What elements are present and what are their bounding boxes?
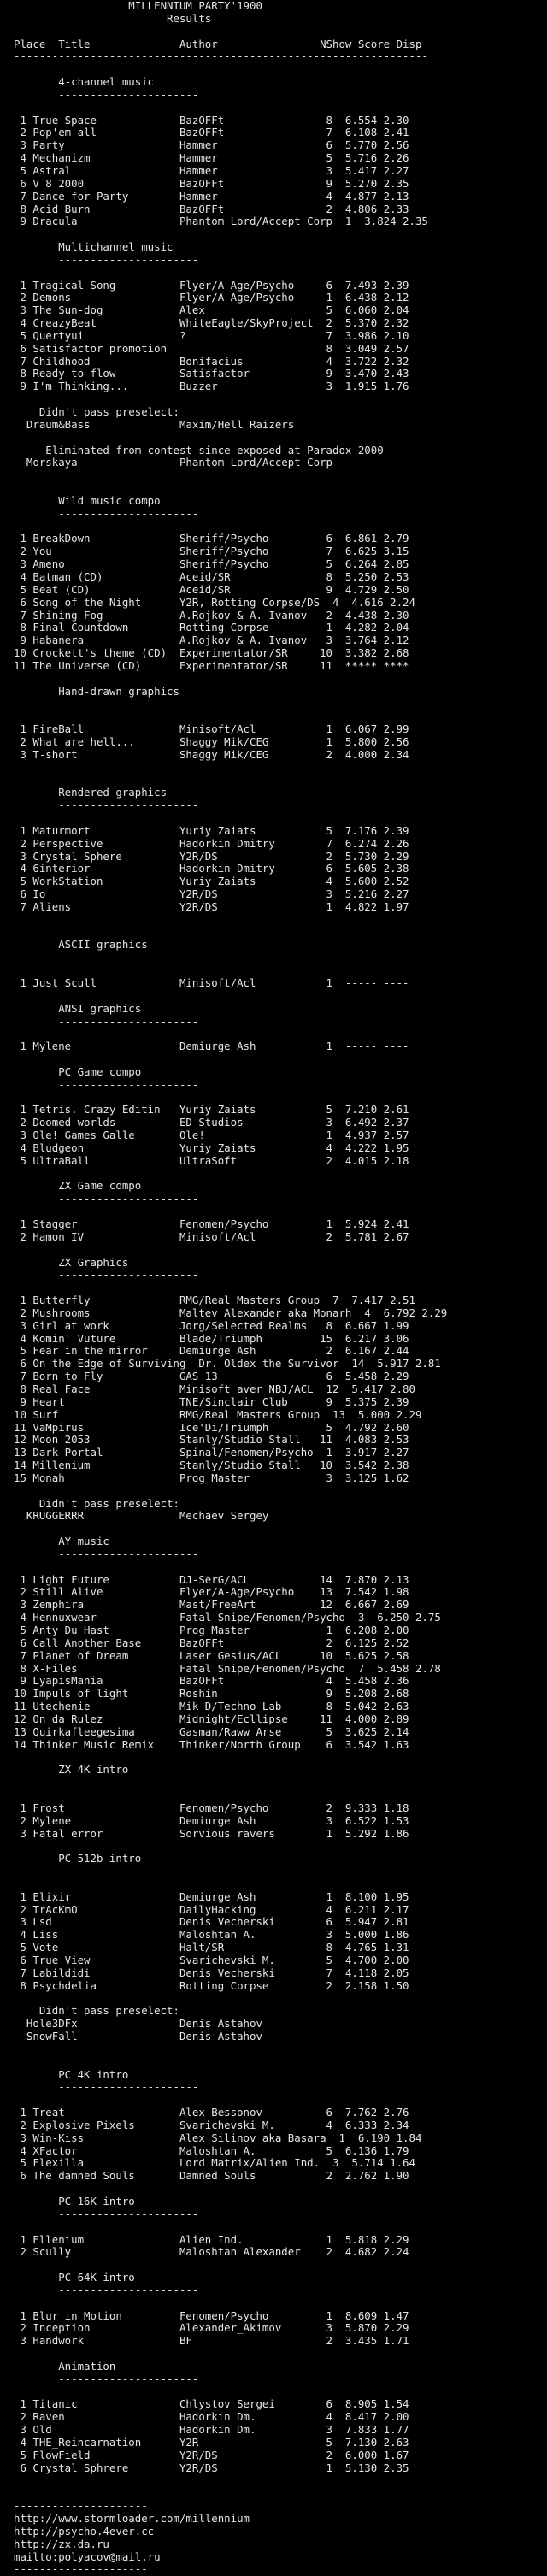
text-line: 1 BreakDown Sheriff/Psycho 6 6.861 2.79 <box>14 532 409 545</box>
text-line: 4 Liss Maloshtan A. 3 5.000 1.86 <box>14 1928 409 1942</box>
text-line: ---------------------- <box>14 1014 199 1028</box>
text-line: 3 Handwork BF 2 3.435 1.71 <box>14 2334 409 2348</box>
text-line: 4 THE_Reincarnation Y2R 5 7.130 2.63 <box>14 2436 409 2449</box>
text-line: 6 Call Another Base BazOFFt 2 6.125 2.52 <box>14 1636 409 1649</box>
text-line: 3 Zemphira Mast/FreeArt 12 6.667 2.69 <box>14 1598 409 1612</box>
text-line: ---------------------- <box>14 252 199 266</box>
text-line: Wild music compo <box>14 493 161 507</box>
text-line: PC 512b intro <box>14 1852 142 1866</box>
text-line: PC 64K intro <box>14 2271 135 2284</box>
text-line: 14 Millenium Stanly/Studio Stall 10 3.542 2.38 <box>14 1459 409 1472</box>
text-line: ZX Game compo <box>14 1179 142 1193</box>
text-line: 9 Dracula Phantom Lord/Accept Corp 1 3.824 2.35 <box>14 215 428 228</box>
text-line: ZX Graphics <box>14 1255 129 1269</box>
text-line: 2 Inception Alexander_Akimov 3 5.870 2.29 <box>14 2321 409 2335</box>
text-line: 5 Astral Hammer 3 5.417 2.27 <box>14 163 409 177</box>
text-line: Animation <box>14 2359 116 2373</box>
text-line: 1 Tetris. Crazy Editin Yuriy Zaiats 5 7.210 2.61 <box>14 1103 409 1117</box>
text-line: ---------------------- <box>14 2080 199 2094</box>
text-line: 12 Moon 2053 Stanly/Studio Stall 11 4.083 2.53 <box>14 1433 409 1447</box>
text-line: 9 Heart TNE/Sinclair Club 9 5.375 2.39 <box>14 1394 409 1408</box>
text-line: ---------------------- <box>14 951 199 964</box>
text-line: 2 Mushrooms Maltev Alexander aka Monarh 4 6.792 2.29 <box>14 1306 448 1319</box>
text-line: ---------------------- <box>14 799 199 812</box>
text-line: 2 Doomed worlds ED Studios 3 6.492 2.37 <box>14 1116 409 1129</box>
text-line: 6 Crystal Sphrere Y2R/DS 1 5.130 2.35 <box>14 2461 409 2474</box>
text-line: 4 Mechanizm Hammer 5 5.716 2.26 <box>14 151 409 165</box>
text-line: ---------------------- <box>14 2372 199 2385</box>
text-line: ASCII graphics <box>14 938 148 952</box>
text-line: AY music <box>14 1535 109 1548</box>
footer-link[interactable]: http://www.stormloader.com/millennium <box>14 2512 250 2526</box>
text-line: 15 Monah Prog Master 3 3.125 1.62 <box>14 1471 409 1484</box>
text-line: 7 Planet of Dream Laser Gesius/ACL 10 5.625 2.58 <box>14 1648 409 1662</box>
text-line: Morskaya Phantom Lord/Accept Corp <box>14 456 332 469</box>
text-line: 8 Acid Burn BazOFFt 2 4.806 2.33 <box>14 202 409 215</box>
text-line: Didn't pass preselect: <box>14 1496 179 1510</box>
text-line: 2 Raven Hadorkin Dm. 4 8.417 2.00 <box>14 2410 409 2424</box>
text-line: 2 Pop'em all BazOFFt 7 6.108 2.41 <box>14 126 409 139</box>
text-line: SnowFall Denis Astahov <box>14 2030 262 2043</box>
text-line: 6 True View Svarichevski M. 5 4.700 2.00 <box>14 1953 409 1966</box>
text-line: 7 Born to Fly GAS 13 6 5.458 2.29 <box>14 1370 409 1383</box>
text-line: 13 Dark Portal Spinal/Fenomen/Psycho 1 3.917 2.27 <box>14 1446 409 1459</box>
text-line: 8 Psychdelia Rotting Corpse 2 2.158 1.50 <box>14 1978 409 1992</box>
text-line: Didn't pass preselect: <box>14 2004 179 2018</box>
text-line: 5 Fear in the mirror Demiurge Ash 2 6.167 2.44 <box>14 1344 409 1358</box>
text-line: ---------------------- <box>14 1268 199 1282</box>
footer-link[interactable]: http://psycho.4ever.cc <box>14 2524 155 2538</box>
text-line: 5 WorkStation Yuriy Zaiats 4 5.600 2.52 <box>14 875 409 888</box>
text-line: 5 Anty Du Hast Prog Master 1 6.208 2.00 <box>14 1624 409 1636</box>
text-line: 1 Ellenium Alien Ind. 1 5.818 2.29 <box>14 2232 409 2246</box>
text-line: 1 Stagger Fenomen/Psycho 1 5.924 2.41 <box>14 1217 409 1230</box>
text-line: 12 On da Rulez Midnight/Ecllipse 11 4.000 2.89 <box>14 1712 409 1725</box>
text-line: --------------------- <box>14 2499 148 2513</box>
text-line: 4-channel music <box>14 75 155 89</box>
text-line: ---------------------- <box>14 697 199 710</box>
text-line: 6 On the Edge of Surviving Dr. Oldex the Survivor 14 5.917 2.81 <box>14 1357 441 1371</box>
text-line: 2 What are hell... Shaggy Mik/CEG 1 5.800 2.56 <box>14 734 409 748</box>
text-line: 3 Girl at work Jorg/Selected Realms 8 6.667 1.99 <box>14 1318 409 1332</box>
text-line: 5 Vote Halt/SR 8 4.765 1.31 <box>14 1941 409 1954</box>
text-line: KRUGGERRR Mechaev Sergey <box>14 1509 269 1523</box>
text-line: 4 Hennuxwear Fatal Snipe/Fenomen/Psycho 3 6.250 2.75 <box>14 1611 441 1624</box>
text-line: 11 Utechenie Mik_D/Techno Lab 8 5.042 2.63 <box>14 1700 409 1713</box>
text-line: 13 Quirkafleegesima Gasman/Raww Arse 5 3.625 2.14 <box>14 1724 409 1738</box>
footer-link[interactable]: mailto:polyacov@mail.ru <box>14 2549 161 2563</box>
text-line: ---------------------- <box>14 87 199 101</box>
text-line: 11 The Universe (CD) Experimentator/SR 11 ***** **** <box>14 658 409 672</box>
text-line: Hole3DFx Denis Astahov <box>14 2017 262 2031</box>
text-line: 4 Bludgeon Yuriy Zaiats 4 4.222 1.95 <box>14 1141 409 1154</box>
text-line: 3 Old Hadorkin Dm. 3 7.833 1.77 <box>14 2423 409 2437</box>
text-line: PC Game compo <box>14 1064 142 1078</box>
text-line: 3 Ole! Games Galle Ole! 1 4.937 2.57 <box>14 1129 409 1142</box>
text-line: ---------------------- <box>14 2207 199 2220</box>
text-line: ---------------------- <box>14 506 199 520</box>
text-line: Results <box>14 11 212 25</box>
text-line: 2 TrAcKmO DailyHacking 4 6.211 2.17 <box>14 1902 409 1916</box>
text-line: 6 Satisfactor promotion 8 3.049 2.57 <box>14 341 409 355</box>
text-line: ZX 4K intro <box>14 1763 129 1777</box>
text-line: 7 Shining Fog A.Rojkov & A. Ivanov 2 4.438 2.30 <box>14 608 409 622</box>
text-line: ----------------------------------------------------------------- <box>14 24 428 38</box>
text-line: --------------------- <box>14 2562 148 2576</box>
text-line: 6 Song of the Night Y2R, Rotting Corpse/DS 4 4.616 2.24 <box>14 595 415 609</box>
text-line: 4 6interior Hadorkin Dmitry 6 5.605 2.38 <box>14 862 409 875</box>
text-line: 11 VaMpirus Ice'Di/Triumph 5 4.792 2.60 <box>14 1420 409 1434</box>
text-line: ---------------------- <box>14 1547 199 1560</box>
text-line: 6 Io Y2R/DS 3 5.216 2.27 <box>14 887 409 901</box>
text-line: Hand-drawn graphics <box>14 684 179 698</box>
text-line: 1 FireBall Minisoft/Acl 1 6.067 2.99 <box>14 722 409 736</box>
text-line: 1 Just Scull Minisoft/Acl 1 ----- ---- <box>14 976 409 989</box>
text-line: 2 Mylene Demiurge Ash 3 6.522 1.53 <box>14 1813 409 1827</box>
text-line: 1 Maturmort Yuriy Zaiats 5 7.176 2.39 <box>14 823 409 837</box>
text-line: 8 X-Files Fatal Snipe/Fenomen/Psycho 7 5.458 2.78 <box>14 1661 441 1675</box>
text-line: 7 Labildidi Denis Vecherski 7 4.118 2.05 <box>14 1966 409 1979</box>
text-line: 1 Titanic Chlystov Sergei 6 8.905 1.54 <box>14 2397 409 2411</box>
text-line: 2 You Sheriff/Psycho 7 6.625 3.15 <box>14 545 409 558</box>
text-line: 1 Light Future DJ-SerG/ACL 14 7.870 2.13 <box>14 1572 409 1586</box>
text-line: 5 Quertyui ? 7 3.986 2.10 <box>14 328 409 342</box>
footer-link[interactable]: http://zx.da.ru <box>14 2537 109 2550</box>
text-line: ---------------------- <box>14 1865 199 1878</box>
text-line: 1 True Space BazOFFt 8 6.554 2.30 <box>14 113 409 127</box>
text-line: 5 FlowField Y2R/DS 2 6.000 1.67 <box>14 2448 409 2461</box>
text-line: 5 Flexilla Lord Matrix/Alien Ind. 3 5.714 1.64 <box>14 2156 415 2170</box>
text-line: Rendered graphics <box>14 786 168 799</box>
text-line: 4 Komin' Vuture Blade/Triumph 15 6.217 3.06 <box>14 1331 409 1345</box>
text-line: 1 Elixir Demiurge Ash 1 8.100 1.95 <box>14 1889 409 1903</box>
text-line: 2 Scully Maloshtan Alexander 2 4.682 2.24 <box>14 2245 409 2259</box>
text-line: 5 Beat (CD) Aceid/SR 9 4.729 2.50 <box>14 582 409 596</box>
text-line: Place Title Author NShow Score Disp <box>14 37 422 50</box>
text-line: 3 Party Hammer 6 5.770 2.56 <box>14 139 409 152</box>
text-line: 5 UltraBall UltraSoft 2 4.015 2.18 <box>14 1153 409 1167</box>
text-line: 7 Childhood Bonifacius 4 3.722 2.32 <box>14 354 409 368</box>
text-line: ----------------------------------------------------------------- <box>14 50 428 63</box>
text-line: 3 T-short Shaggy Mik/CEG 2 4.000 2.34 <box>14 747 409 761</box>
text-line: 3 The Sun-dog Alex 5 6.060 2.04 <box>14 304 409 317</box>
text-line: ---------------------- <box>14 1776 199 1789</box>
text-line: 9 LyapisMania BazOFFt 4 5.458 2.36 <box>14 1674 409 1688</box>
text-line: Eliminated from contest since exposed at Paradox 2000 <box>14 443 384 457</box>
text-line: Multichannel music <box>14 240 174 254</box>
text-line: 4 CreazyBeat WhiteEagle/SkyProject 2 5.370 2.32 <box>14 316 409 330</box>
text-line: ---------------------- <box>14 2283 199 2296</box>
text-line: 9 I'm Thinking... Buzzer 3 1.915 1.76 <box>14 380 409 393</box>
text-line: 7 Dance for Party Hammer 4 4.877 2.13 <box>14 189 409 203</box>
text-line: 1 Blur in Motion Fenomen/Psycho 1 8.609 1.47 <box>14 2308 409 2322</box>
text-line: 3 Win-Kiss Alex Silinov aka Basara 1 6.190 1.84 <box>14 2131 422 2144</box>
text-line: 6 V 8 2000 BazOFFt 9 5.270 2.35 <box>14 176 409 190</box>
text-line: Draum&Bass Maxim/Hell Raizers <box>14 417 295 431</box>
text-line: 10 Impuls of light Roshin 9 5.208 2.68 <box>14 1687 409 1701</box>
text-line: 8 Real Face Minisoft aver NBJ/ACL 12 5.417 2.80 <box>14 1382 415 1395</box>
text-line: 2 Hamon IV Minisoft/Acl 2 5.781 2.67 <box>14 1229 409 1243</box>
text-line: 14 Thinker Music Remix Thinker/North Group 6 3.542 1.63 <box>14 1737 409 1751</box>
text-line: 7 Aliens Y2R/DS 1 4.822 1.97 <box>14 899 409 913</box>
text-line: PC 4K intro <box>14 2067 129 2081</box>
text-line: 6 The damned Souls Damned Souls 2 2.762 1.90 <box>14 2169 409 2183</box>
text-line: 1 Frost Fenomen/Psycho 2 9.333 1.18 <box>14 1801 409 1814</box>
text-line: 1 Treat Alex Bessonov 6 7.762 2.76 <box>14 2106 409 2119</box>
text-line: 2 Still Alive Flyer/A-Age/Psycho 13 7.542 1.98 <box>14 1585 409 1599</box>
text-line: 3 Ameno Sheriff/Psycho 5 6.264 2.85 <box>14 557 409 571</box>
text-line: 1 Tragical Song Flyer/A-Age/Psycho 6 7.493 2.39 <box>14 278 409 292</box>
text-line: 3 Crystal Sphere Y2R/DS 2 5.730 2.29 <box>14 849 409 863</box>
text-line: 8 Ready to flow Satisfactor 9 3.470 2.43 <box>14 367 409 380</box>
text-line: 3 Lsd Denis Vecherski 6 5.947 2.81 <box>14 1915 409 1929</box>
text-line: 9 Habanera A.Rojkov & A. Ivanov 3 3.764 2.12 <box>14 634 409 647</box>
text-line: 1 Butterfly RMG/Real Masters Group 7 7.417 2.51 <box>14 1294 415 1307</box>
text-line: ---------------------- <box>14 1077 199 1091</box>
text-line: 10 Surf RMG/Real Masters Group 13 5.000 2.29 <box>14 1407 422 1421</box>
text-line: 8 Final Countdown Rotting Corpse 1 4.282 2.04 <box>14 621 409 634</box>
text-line: 3 Fatal error Sorvious ravers 1 5.292 1.86 <box>14 1826 409 1840</box>
text-line: ---------------------- <box>14 1192 199 1205</box>
text-line: 2 Perspective Hadorkin Dmitry 7 6.274 2.26 <box>14 836 409 850</box>
text-line: PC 16K intro <box>14 2194 135 2208</box>
text-line: 1 Mylene Demiurge Ash 1 ----- ---- <box>14 1040 409 1053</box>
text-line: ANSI graphics <box>14 1001 142 1015</box>
text-line: 4 Batman (CD) Aceid/SR 8 5.250 2.53 <box>14 569 409 583</box>
text-line: MILLENNIUM PARTY'1900 <box>14 0 262 12</box>
text-line: 2 Explosive Pixels Svarichevski M. 4 6.333 2.34 <box>14 2118 409 2131</box>
text-line: Didn't pass preselect: <box>14 405 179 418</box>
text-line: 2 Demons Flyer/A-Age/Psycho 1 6.438 2.12 <box>14 291 409 304</box>
text-line: 4 XFactor Maloshtan A. 5 6.136 1.79 <box>14 2143 409 2157</box>
text-line: 10 Crockett's theme (CD) Experimentator/SR 10 3.382 2.68 <box>14 646 409 660</box>
